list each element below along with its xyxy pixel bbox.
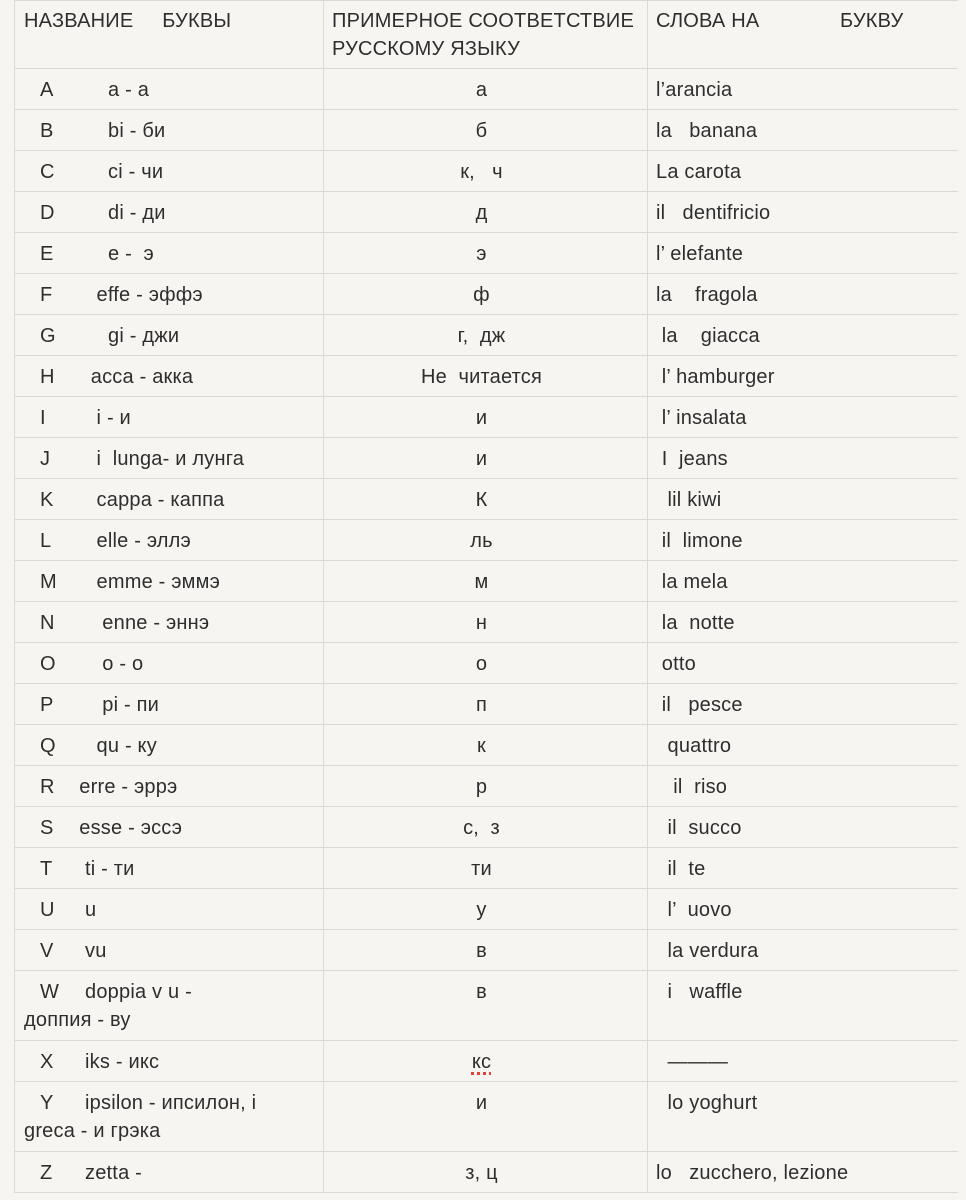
table-row bbox=[15, 602, 959, 643]
letter-name: esse - эссэ bbox=[62, 817, 183, 839]
letter-name: emme - эммэ bbox=[62, 571, 220, 593]
example-word: la fragola bbox=[656, 284, 758, 306]
letter: V bbox=[40, 940, 54, 962]
russian-match: м bbox=[474, 571, 489, 593]
example-word: l’arancia bbox=[656, 79, 733, 101]
example-word-cell bbox=[648, 110, 959, 151]
example-word: il limone bbox=[656, 530, 743, 552]
letter-name: erre - эррэ bbox=[62, 776, 178, 798]
letter-cell bbox=[15, 643, 324, 684]
russian-match-cell bbox=[324, 233, 648, 274]
example-word-cell bbox=[648, 315, 959, 356]
table-row bbox=[15, 807, 959, 848]
letter: M bbox=[40, 571, 57, 593]
russian-match-cell bbox=[324, 889, 648, 930]
russian-match: и bbox=[475, 1092, 488, 1114]
example-word-cell bbox=[648, 725, 959, 766]
example-word-cell bbox=[648, 848, 959, 889]
russian-match: о bbox=[475, 653, 488, 675]
russian-match: к bbox=[477, 735, 486, 757]
example-word: ——— bbox=[656, 1051, 729, 1073]
header-russian-match: ПРИМЕРНОЕ СООТВЕТСТВИЕ РУССКОМУ ЯЗЫКУ bbox=[324, 1, 648, 69]
example-word-cell bbox=[648, 479, 959, 520]
letter-cell bbox=[15, 192, 324, 233]
russian-match-cell bbox=[324, 1041, 648, 1082]
example-word: la giacca bbox=[656, 325, 760, 347]
italian-alphabet-table bbox=[14, 0, 958, 1193]
letter-cell bbox=[15, 438, 324, 479]
table-row bbox=[15, 930, 959, 971]
table-row bbox=[15, 684, 959, 725]
letter-name: a - a bbox=[62, 79, 150, 101]
table-row bbox=[15, 110, 959, 151]
header-row bbox=[15, 1, 959, 69]
letter-name: enne - эннэ bbox=[62, 612, 210, 634]
table-row bbox=[15, 69, 959, 110]
table-row bbox=[15, 151, 959, 192]
example-word-cell bbox=[648, 643, 959, 684]
letter-name: o - o bbox=[62, 653, 144, 675]
russian-match: н bbox=[475, 612, 488, 634]
header-letter-name: НАЗВАНИЕ БУКВЫ bbox=[15, 1, 324, 69]
example-word: il dentifricio bbox=[656, 202, 771, 224]
example-word-cell bbox=[648, 602, 959, 643]
alphabet-sheet bbox=[14, 0, 958, 1200]
example-word: I jeans bbox=[656, 448, 728, 470]
example-word: il te bbox=[656, 858, 706, 880]
russian-match: в bbox=[476, 940, 487, 962]
letter-name: pi - пи bbox=[62, 694, 160, 716]
russian-match-cell bbox=[324, 561, 648, 602]
example-word: il succo bbox=[656, 817, 742, 839]
russian-match-cell bbox=[324, 1152, 648, 1193]
example-word-cell bbox=[648, 520, 959, 561]
letter: G bbox=[40, 325, 56, 347]
letter: T bbox=[40, 858, 53, 880]
table-row bbox=[15, 233, 959, 274]
example-word-cell bbox=[648, 561, 959, 602]
letter-cell bbox=[15, 848, 324, 889]
letter-cell bbox=[15, 520, 324, 561]
russian-match-cell bbox=[324, 807, 648, 848]
example-word-cell bbox=[648, 1041, 959, 1082]
letter-cell bbox=[15, 807, 324, 848]
letter: I bbox=[40, 407, 46, 429]
letter-cell bbox=[15, 151, 324, 192]
letter: Q bbox=[40, 735, 56, 757]
example-word-cell bbox=[648, 1152, 959, 1193]
table-row bbox=[15, 1082, 959, 1152]
header-words: СЛОВА НА БУКВУ bbox=[648, 1, 959, 69]
letter: E bbox=[40, 243, 54, 265]
letter-cell bbox=[15, 110, 324, 151]
example-word-cell bbox=[648, 151, 959, 192]
letter-name: qu - ку bbox=[62, 735, 157, 757]
russian-match: к, ч bbox=[460, 161, 503, 183]
table-row bbox=[15, 643, 959, 684]
letter-name: ti - ти bbox=[62, 858, 135, 880]
example-word: la notte bbox=[656, 612, 735, 634]
table-row bbox=[15, 356, 959, 397]
letter: B bbox=[40, 120, 54, 142]
table-row bbox=[15, 315, 959, 356]
russian-match-cell bbox=[324, 725, 648, 766]
example-word: l’ elefante bbox=[656, 243, 744, 265]
russian-match-cell bbox=[324, 520, 648, 561]
letter: N bbox=[40, 612, 55, 634]
letter: D bbox=[40, 202, 55, 224]
letter: A bbox=[40, 79, 54, 101]
example-word-cell bbox=[648, 356, 959, 397]
letter: X bbox=[40, 1051, 54, 1073]
example-word: lil kiwi bbox=[656, 489, 722, 511]
example-word-cell bbox=[648, 274, 959, 315]
example-word-cell bbox=[648, 233, 959, 274]
table-row bbox=[15, 1152, 959, 1193]
russian-match: ф bbox=[473, 284, 490, 306]
letter-cell bbox=[15, 1082, 324, 1152]
russian-match-cell bbox=[324, 438, 648, 479]
russian-match: э bbox=[476, 243, 487, 265]
letter: U bbox=[40, 899, 55, 921]
russian-match-cell bbox=[324, 315, 648, 356]
russian-match: a bbox=[475, 79, 488, 101]
letter: S bbox=[40, 817, 54, 839]
letter-cell bbox=[15, 274, 324, 315]
example-word: quattro bbox=[656, 735, 732, 757]
russian-match: г, дж bbox=[457, 325, 506, 347]
letter: K bbox=[40, 489, 54, 511]
letter-cell bbox=[15, 1152, 324, 1193]
table-row bbox=[15, 766, 959, 807]
letter: W bbox=[40, 981, 60, 1003]
example-word-cell bbox=[648, 192, 959, 233]
example-word-cell bbox=[648, 971, 959, 1041]
letter-name: doppia v u - доппия - ву bbox=[24, 981, 192, 1031]
example-word-cell bbox=[648, 807, 959, 848]
letter-name: gi - джи bbox=[62, 325, 180, 347]
russian-match: ти bbox=[471, 858, 492, 880]
letter: Y bbox=[40, 1092, 54, 1114]
letter-name: di - ди bbox=[62, 202, 166, 224]
russian-match-cell bbox=[324, 356, 648, 397]
letter-name: iks - икс bbox=[62, 1051, 160, 1073]
letter-cell bbox=[15, 889, 324, 930]
russian-match-cell bbox=[324, 684, 648, 725]
russian-match: с, з bbox=[463, 817, 500, 839]
letter-name: cappa - каппа bbox=[62, 489, 225, 511]
letter-cell bbox=[15, 766, 324, 807]
letter: O bbox=[40, 653, 56, 675]
letter-cell bbox=[15, 315, 324, 356]
example-word: l’ uovo bbox=[656, 899, 732, 921]
letter-cell bbox=[15, 1041, 324, 1082]
letter: F bbox=[40, 284, 53, 306]
example-word-cell bbox=[648, 1082, 959, 1152]
table-row bbox=[15, 889, 959, 930]
letter: H bbox=[40, 366, 55, 388]
example-word-cell bbox=[648, 930, 959, 971]
russian-match: з, ц bbox=[465, 1162, 498, 1184]
example-word-cell bbox=[648, 684, 959, 725]
letter-cell bbox=[15, 930, 324, 971]
letter-name: i lunga- и лунга bbox=[62, 448, 245, 470]
letter-name: i - и bbox=[62, 407, 131, 429]
russian-match-cell bbox=[324, 971, 648, 1041]
letter-cell bbox=[15, 684, 324, 725]
russian-match: ль bbox=[470, 530, 493, 552]
example-word: l’ hamburger bbox=[656, 366, 775, 388]
letter-cell bbox=[15, 725, 324, 766]
russian-match-cell bbox=[324, 1082, 648, 1152]
letter-name: ci - чи bbox=[62, 161, 164, 183]
russian-match-cell bbox=[324, 192, 648, 233]
letter-name: ipsilon - ипсилон, i greca - и грэка bbox=[24, 1092, 257, 1142]
letter: J bbox=[40, 448, 51, 470]
russian-match-cell bbox=[324, 69, 648, 110]
letter-cell bbox=[15, 602, 324, 643]
table-row bbox=[15, 848, 959, 889]
letter: P bbox=[40, 694, 54, 716]
example-word: la verdura bbox=[656, 940, 759, 962]
example-word-cell bbox=[648, 397, 959, 438]
russian-match-cell bbox=[324, 397, 648, 438]
table-row bbox=[15, 274, 959, 315]
russian-match: Не читается bbox=[421, 366, 542, 388]
russian-match-cell bbox=[324, 643, 648, 684]
table-row bbox=[15, 561, 959, 602]
russian-match: у bbox=[476, 899, 487, 921]
table-body bbox=[15, 69, 959, 1193]
russian-match: К bbox=[475, 489, 488, 511]
table-row bbox=[15, 192, 959, 233]
letter-name: e - э bbox=[62, 243, 154, 265]
russian-match: и bbox=[475, 407, 488, 429]
example-word: la banana bbox=[656, 120, 758, 142]
example-word: otto bbox=[656, 653, 696, 675]
letter: R bbox=[40, 776, 55, 798]
example-word-cell bbox=[648, 69, 959, 110]
russian-match-cell bbox=[324, 110, 648, 151]
example-word: la mela bbox=[656, 571, 728, 593]
letter-name: bi - би bbox=[62, 120, 166, 142]
example-word: il riso bbox=[656, 776, 728, 798]
russian-match: р bbox=[475, 776, 488, 798]
example-word: La carota bbox=[656, 161, 742, 183]
table-row bbox=[15, 479, 959, 520]
russian-match-cell bbox=[324, 766, 648, 807]
table-row bbox=[15, 438, 959, 479]
table-row bbox=[15, 520, 959, 561]
example-word: lo yoghurt bbox=[656, 1092, 758, 1114]
russian-match-cell bbox=[324, 274, 648, 315]
example-word-cell bbox=[648, 889, 959, 930]
letter: C bbox=[40, 161, 55, 183]
russian-match: б bbox=[475, 120, 488, 142]
russian-match-cell bbox=[324, 151, 648, 192]
example-word-cell bbox=[648, 766, 959, 807]
letter-name: vu bbox=[62, 940, 107, 962]
example-word: il pesce bbox=[656, 694, 743, 716]
letter-cell bbox=[15, 561, 324, 602]
letter-name: effe - эффэ bbox=[62, 284, 203, 306]
russian-match: кс bbox=[471, 1051, 492, 1073]
table-row bbox=[15, 725, 959, 766]
example-word: l’ insalata bbox=[656, 407, 747, 429]
letter-cell bbox=[15, 971, 324, 1041]
example-word: lo zucchero, lezione bbox=[656, 1162, 849, 1184]
letter: Z bbox=[40, 1162, 53, 1184]
letter-name: elle - эллэ bbox=[62, 530, 191, 552]
example-word: i waffle bbox=[656, 981, 743, 1003]
letter-cell bbox=[15, 69, 324, 110]
letter-name: u bbox=[62, 899, 97, 921]
example-word-cell bbox=[648, 438, 959, 479]
russian-match: и bbox=[475, 448, 488, 470]
russian-match: в bbox=[476, 981, 487, 1003]
russian-match-cell bbox=[324, 479, 648, 520]
russian-match-cell bbox=[324, 602, 648, 643]
table-row bbox=[15, 397, 959, 438]
table-row bbox=[15, 1041, 959, 1082]
letter-cell bbox=[15, 397, 324, 438]
russian-match-cell bbox=[324, 930, 648, 971]
letter-name: acca - акка bbox=[62, 366, 194, 388]
russian-match: д bbox=[475, 202, 488, 224]
letter-cell bbox=[15, 479, 324, 520]
table-row bbox=[15, 971, 959, 1041]
letter-cell bbox=[15, 356, 324, 397]
letter-name: zetta - bbox=[62, 1162, 143, 1184]
letter-cell bbox=[15, 233, 324, 274]
letter: L bbox=[40, 530, 52, 552]
russian-match-cell bbox=[324, 848, 648, 889]
russian-match: п bbox=[475, 694, 488, 716]
